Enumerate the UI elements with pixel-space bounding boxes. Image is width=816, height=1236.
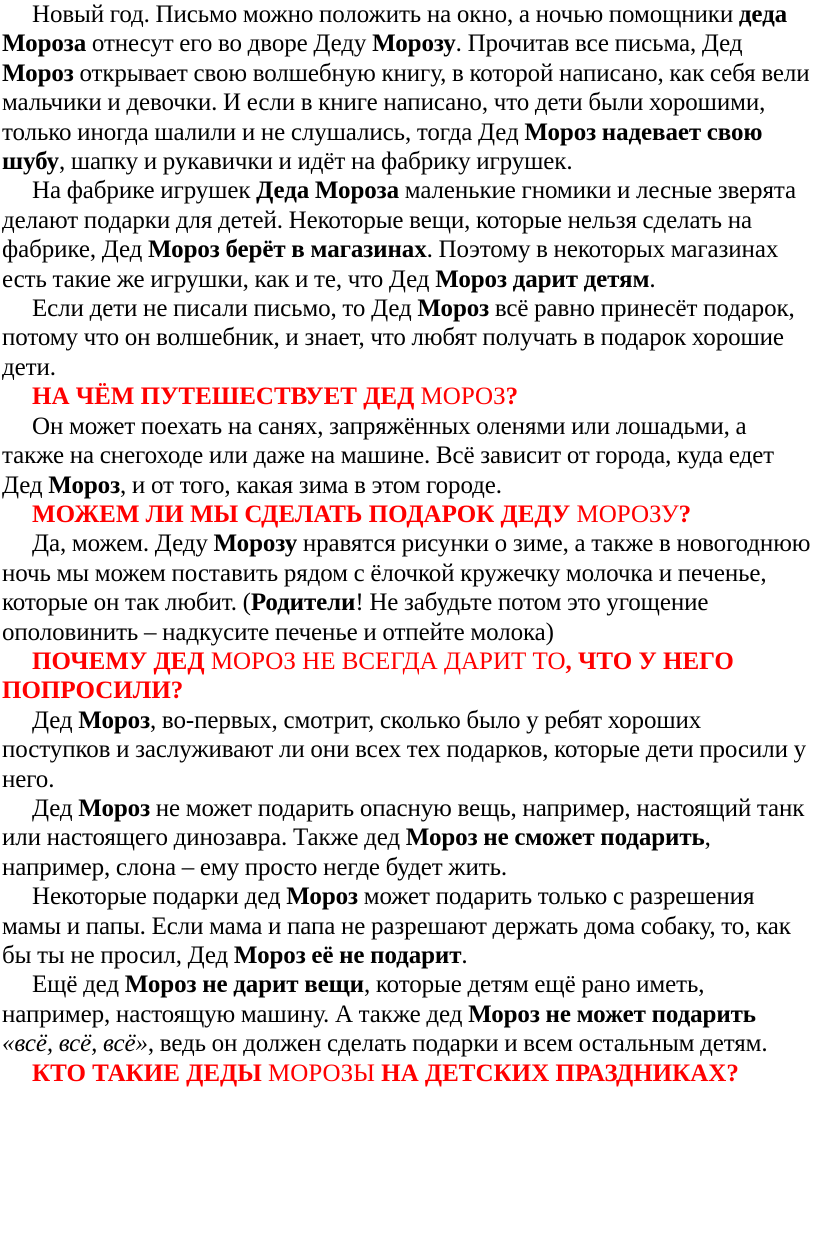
text-run: Мороз надевает свою шубу <box>2 118 763 176</box>
text-run: На фабрике игрушек <box>32 177 257 205</box>
text-run: маленькие гномики и лесные зверята делают подарки для детей. Некоторые вещи, которые нельзя сделать на фабрике, Дед <box>2 177 796 264</box>
text-run: МОРОЗ НЕ ВСЕГДА ДАРИТ ТО <box>204 647 566 675</box>
text-run: , ЧТО У НЕГО ПОПРОСИЛИ? <box>2 647 734 705</box>
text-run: НА ДЕТСКИХ ПРАЗДНИКАХ? <box>381 1059 739 1087</box>
text-run: . Прочитав все письма, Дед <box>455 30 743 58</box>
body-paragraph <box>2 706 812 794</box>
text-run: Некоторые подарки дед <box>32 883 287 911</box>
text-run: КТО ТАКИЕ ДЕДЫ <box>32 1059 262 1087</box>
text-run: ПОЧЕМУ ДЕД <box>32 647 205 675</box>
body-paragraph <box>2 0 812 176</box>
text-run: Морозу <box>372 30 456 58</box>
section-heading <box>2 382 812 411</box>
text-run: Мороз <box>286 883 358 911</box>
body-paragraph <box>2 294 812 382</box>
text-run: МОРОЗЫ <box>261 1059 382 1087</box>
text-run: всё равно принесёт подарок, потому что он волшебник, и знает, что любят получать в подарок хорошие дети. <box>2 295 795 381</box>
text-run: Мороз <box>48 471 121 499</box>
document-page <box>2 0 812 1088</box>
text-run: МОРОЗ <box>414 383 506 411</box>
text-run: может подарить только с разрешения мамы и папы. Если мама и папа не разрешают держать дома собаку, то, как бы ты не просил, Дед <box>2 883 791 969</box>
text-run: не может подарить опасную вещь, например, настоящий танк или настоящего динозавра. Также дед <box>2 794 805 852</box>
text-run: «всё, всё, всё» <box>2 1030 148 1058</box>
text-run: Морозу <box>213 530 298 558</box>
text-run: открывает свою волшебную книгу, в которой написано, как себя вели мальчики и девочки. И если в книге написано, что дети были хорошими, только иногда шалили и не слушались, тогда Дед <box>2 59 810 146</box>
text-run: Мороз <box>417 295 490 323</box>
text-run: Мороз <box>78 794 151 822</box>
text-run: ! Не забудьте потом это угощение ополовинить – надкусите печенье и отпейте молока) <box>2 589 709 646</box>
text-run: МОРОЗУ <box>570 500 679 528</box>
text-run: . <box>461 942 468 969</box>
body-paragraph <box>2 412 812 500</box>
text-run: МОЖЕМ ЛИ МЫ СДЕЛАТЬ ПОДАРОК ДЕДУ <box>32 500 571 528</box>
section-heading <box>2 500 812 529</box>
text-run: Мороз дарит детям <box>435 265 650 293</box>
text-run: Деда Мороза <box>256 177 400 205</box>
text-run: деда Мороза <box>2 1 788 58</box>
text-run: Мороз не дарит вещи <box>124 971 364 999</box>
text-run: ? <box>678 500 692 528</box>
text-run: Ещё дед <box>32 971 125 999</box>
body-paragraph <box>2 529 812 647</box>
body-paragraph <box>2 970 812 1058</box>
text-run: , которые детям ещё рано иметь, например, настоящую машину. А также дед <box>2 971 705 1028</box>
text-run: Новый год. Письмо можно положить на окно, а ночью помощники <box>32 1 739 28</box>
text-run: НА ЧЁМ ПУТЕШЕСТВУЕТ ДЕД <box>32 383 415 411</box>
text-run: нравятся рисунки о зиме, а также в новогоднюю ночь мы можем поставить рядом с ёлочкой кружечку молочка и печенье, которые он так любит. ( <box>2 530 811 617</box>
text-run: Мороз берёт в магазинах <box>148 236 427 264</box>
text-run: Он может поехать на санях, запряжённых оленями или лошадьми, а также на снегоходе или даже на машине. Всё зависит от города, куда едет Дед <box>2 412 775 499</box>
text-run: Мороз не может подарить <box>468 1000 756 1028</box>
text-run: , шапку и рукавички и идёт на фабрику игрушек. <box>58 148 573 176</box>
body-paragraph <box>2 176 812 294</box>
text-run: , ведь он должен сделать подарки и всем остальным детям. <box>147 1030 768 1058</box>
text-run: отнесут его во дворе Деду <box>86 30 373 58</box>
section-heading <box>2 1059 812 1088</box>
text-run: Мороз её не подарит <box>233 942 462 969</box>
text-run: , во-первых, смотрит, сколько было у ребят хороших поступков и заслуживают ли они всех тех подарков, которые дети просили у него. <box>2 706 807 793</box>
text-run: Родители <box>250 589 356 617</box>
text-run: Мороз <box>2 59 74 87</box>
text-run: , например, слона – ему просто негде будет жить. <box>2 824 711 881</box>
text-run: Мороз не сможет подарить <box>405 824 705 852</box>
body-paragraph <box>2 882 812 970</box>
text-run: , и от того, какая зима в этом городе. <box>120 471 502 499</box>
text-run: Дед <box>32 706 79 734</box>
text-run: Если дети не писали письмо, то Дед <box>32 295 418 323</box>
text-run: ? <box>505 383 519 411</box>
text-run: . Поэтому в некоторых магазинах есть такие же игрушки, как и те, что Дед <box>2 236 779 293</box>
text-run: . <box>649 265 656 293</box>
text-run: Дед <box>32 794 79 822</box>
text-run: Да, можем. Деду <box>32 530 214 558</box>
text-run: Мороз <box>78 706 151 734</box>
section-heading <box>2 647 812 706</box>
body-paragraph <box>2 794 812 882</box>
